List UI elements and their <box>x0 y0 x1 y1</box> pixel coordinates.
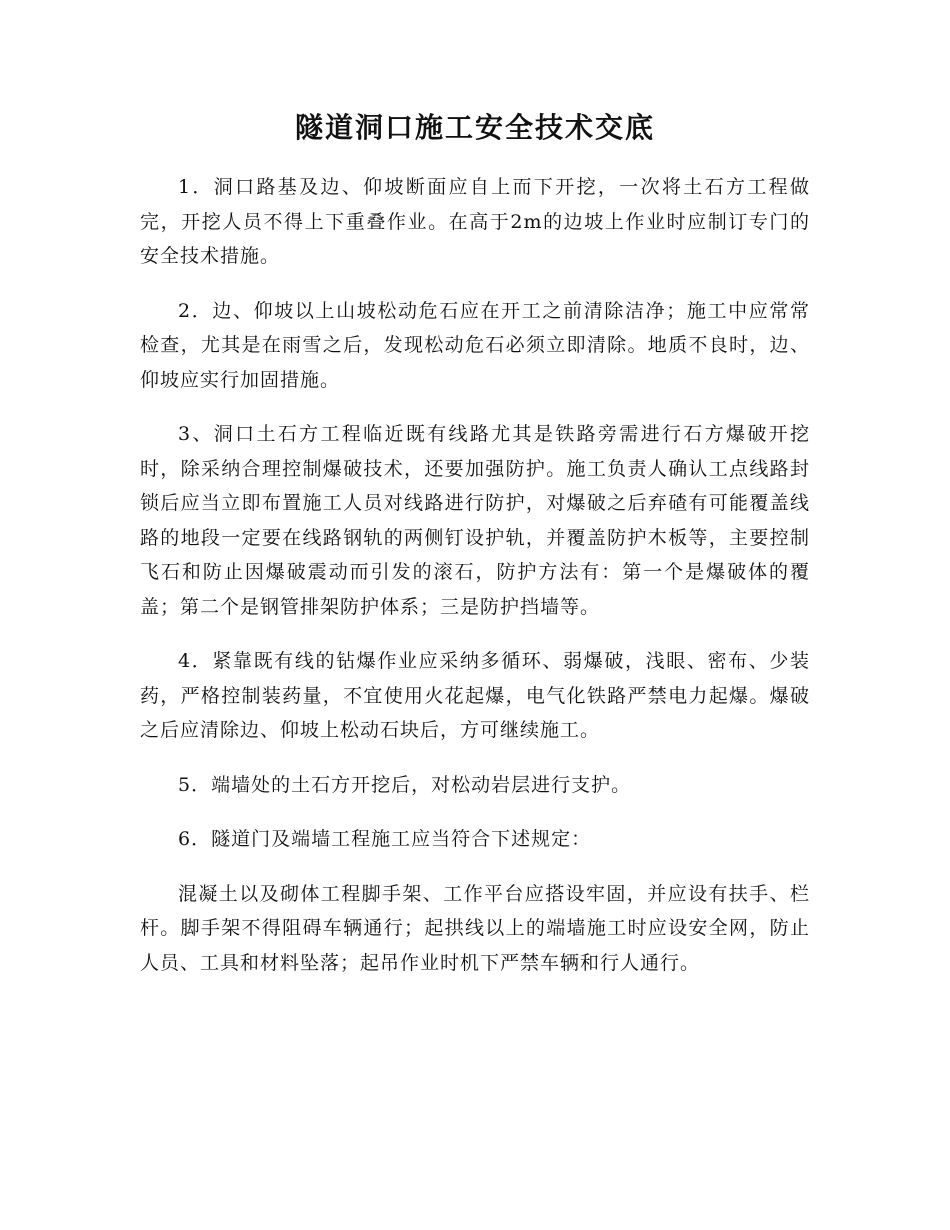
paragraph-5: 5．端墙处的土石方开挖后，对松动岩层进行支护。 <box>178 773 632 796</box>
paragraph-3: 3、洞口土石方工程临近既有线路尤其是铁路旁需进行石方爆破开挖时，除采纳合理控制爆破技术，还要加强防护。施工负责人确认工点线路封锁后应当立即布置施工人员对线路进行防护，对爆破之后弃碴有可能覆盖线路的地段一定要在线路钢轨的两侧钉设护轨，并覆盖防护木板等，主要控制飞石和防止因爆破震动而引发的滚石，防护方法有：第一个是爆破体的覆盖；第二个是钢管排架防护体系；三是防护挡墙等。 <box>140 423 810 618</box>
document-title: 隧道洞口施工安全技术交底 <box>294 111 655 144</box>
paragraph-2: 2．边、仰坡以上山坡松动危石应在开工之前清除洁净；施工中应常常检查，尤其是在雨雪之后，发现松动危石必须立即清除。地质不良时，边、仰坡应实行加固措施。 <box>140 299 810 391</box>
paragraph-7: 混凝土以及砌体工程脚手架、工作平台应搭设牢固，并应设有扶手、栏杆。脚手架不得阻碍车辆通行；起拱线以上的端墙施工时应设安全网，防止人员、工具和材料坠落；起吊作业时机下严禁车辆和行人通行。 <box>140 882 810 974</box>
paragraph-1: 1．洞口路基及边、仰坡断面应自上而下开挖，一次将土石方工程做完，开挖人员不得上下重叠作业。在高于2m的边坡上作业时应制订专门的安全技术措施。 <box>140 176 810 268</box>
document-page <box>140 110 810 1000</box>
paragraph-4: 4．紧靠既有线的钻爆作业应采纳多循环、弱爆破，浅眼、密布、少装药，严格控制装药量，不宜使用火花起爆，电气化铁路严禁电力起爆。爆破之后应清除边、仰坡上松动石块后，方可继续施工。 <box>140 650 810 742</box>
paragraph-6: 6．隧道门及端墙工程施工应当符合下述规定： <box>178 828 592 851</box>
